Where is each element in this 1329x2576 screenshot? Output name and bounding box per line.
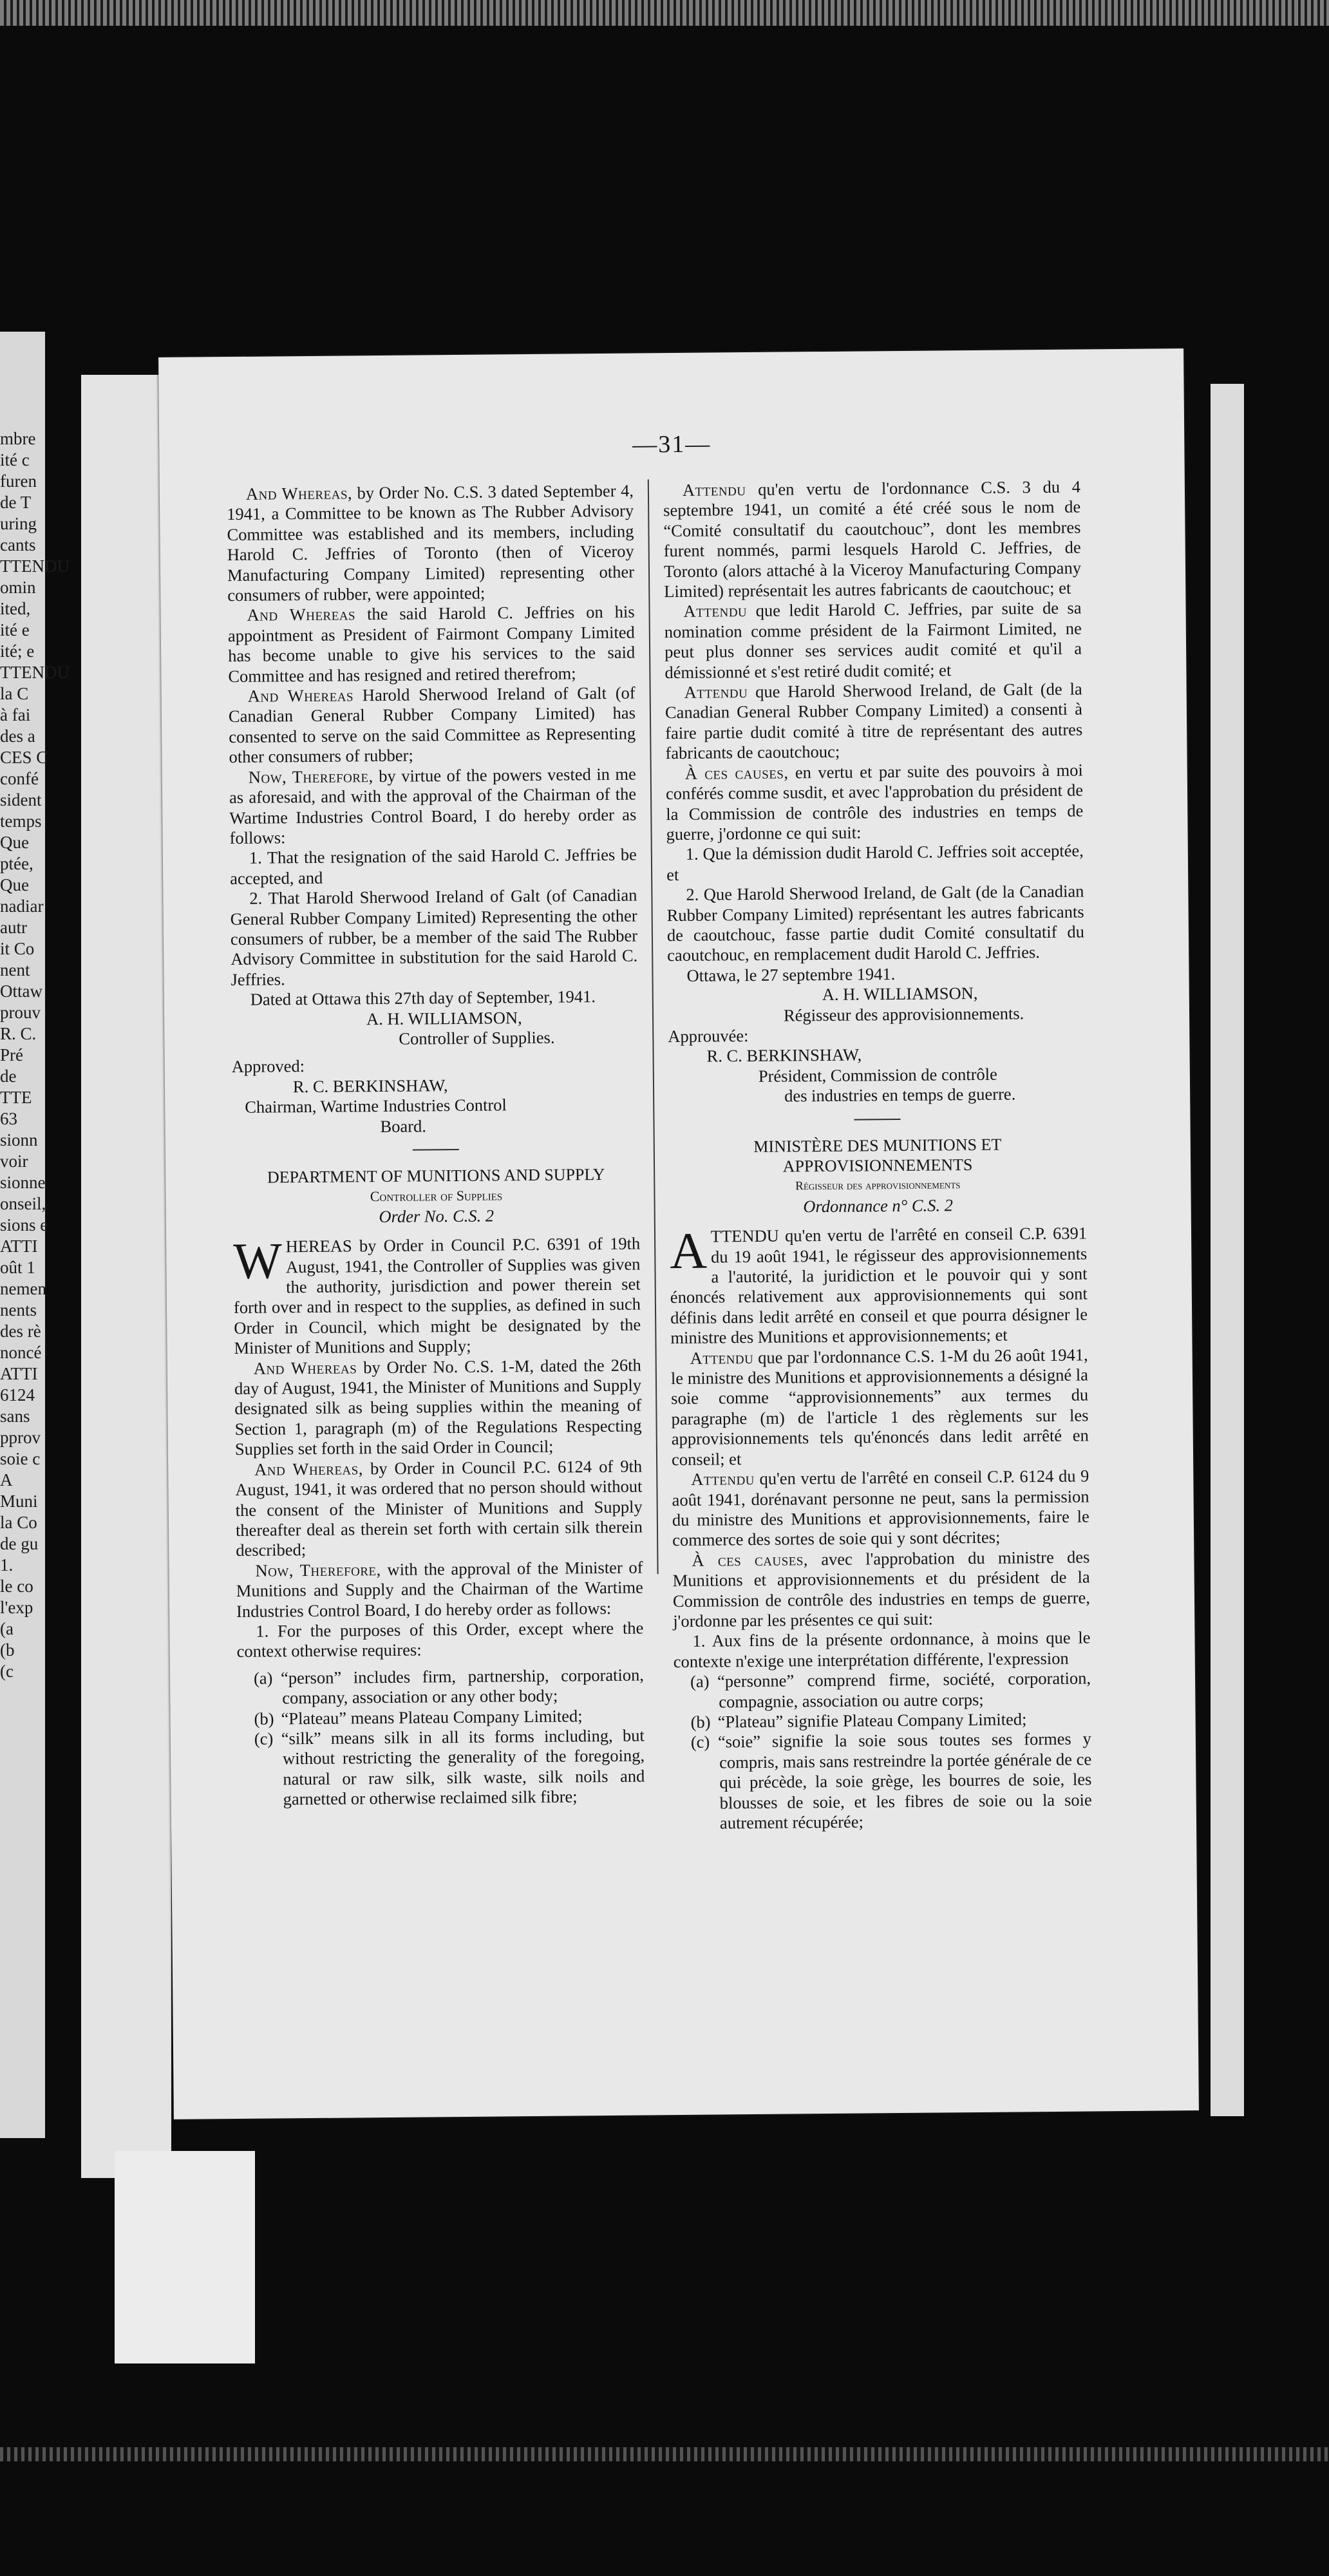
para-order-1: 1. That the resignation of the said Harold C. Jeffries be accepted, and [230, 844, 637, 888]
para-a-ces-causes-2: À ces causes, avec l'approbation du ministre des Munitions et approvisionnements et du président de la Commission de contrôle des industries en temps de guerre, j'ordonne par les présentes ce qui suit: [672, 1547, 1091, 1631]
definition-item-fr: (c) “soie” signifie la soie sous toutes ses formes y compris, mais sans restreindre la portée générale de ce qui précède, la soie grège, les bourres de soie, les blousses de soie, et les fibres de soie ou la soie autrement récupérée; [690, 1728, 1092, 1833]
film-edge-bottom [0, 2447, 1329, 2461]
prev-page-fragment-text: ité c [0, 450, 30, 469]
department-title-fr: MINISTÈRE DES MUNITIONS ET [753, 1135, 1002, 1156]
prev-page-fragment-text: des rè [0, 1321, 41, 1341]
page-number: —31— [632, 430, 712, 459]
prev-page-fragment-text: TTENDU [0, 556, 70, 576]
prev-page-fragment-text: ité; e [0, 641, 35, 661]
prev-page-fragment-text: CES C [0, 748, 48, 767]
prev-page-fragment-text: à fai [0, 705, 31, 724]
para-definitions-intro-fr: 1. Aux fins de la présente ordonnance, à moins que le contexte n'exige une interprétation différente, l'expression [673, 1627, 1091, 1671]
english-column [227, 481, 645, 1810]
para-ordre-1: 1. Que la démission dudit Harold C. Jeffries soit acceptée, et [666, 840, 1084, 884]
prev-page-fragment-text: 1. [0, 1555, 14, 1575]
prev-page-fragment-text: it Co [0, 939, 35, 958]
prev-page-fragment-text: omin [0, 578, 36, 597]
approver-name-fr: R. C. BERKINSHAW, [706, 1045, 862, 1066]
french-column [663, 477, 1092, 1834]
right-card-strip [1211, 384, 1244, 2116]
prev-page-fragment-text: nent [0, 960, 30, 980]
prev-page-fragment-text: A [0, 1470, 13, 1490]
order-number: Order No. C.S. 2 [379, 1206, 495, 1226]
prev-page-fragment-text: autr [0, 918, 27, 937]
prev-page-fragment-text: la C [0, 684, 29, 703]
prev-page-fragment-text: TTENDU [0, 663, 70, 682]
paper-slip [115, 2151, 255, 2363]
prev-page-fragment-text: ATTI [0, 1236, 38, 1256]
prev-page-fragment-text: noncé [0, 1343, 42, 1362]
para-a-ces-causes: À ces causes, en vertu et par suite des pouvoirs à moi conférés comme susdit, et avec l'approbation du président de la Commission de contrôle des industries en temps de guerre, j'ordonne ce qui suit: [665, 760, 1084, 844]
approver-title: Chairman, Wartime Industries Control [245, 1095, 507, 1117]
prev-page-fragment-text: ited, [0, 599, 31, 618]
prev-page-fragment-text: de [0, 1066, 17, 1086]
prev-page-fragment-text: onseil, [0, 1194, 46, 1213]
film-edge-top [0, 0, 1329, 26]
para-attendu-5: Attendu qu'en vertu de l'arrêté en conseil C.P. 6124 du 9 août 1941, dorénavant personne ne peut, sans la permission du ministre des Munitions et approvisionnements, faire le commerce des sortes de soie qui y sont décrites; [672, 1466, 1089, 1550]
prev-page-fragment-text: soie c [0, 1449, 41, 1468]
previous-page-fragment [0, 332, 70, 2138]
prev-page-fragment-text: (a [0, 1619, 14, 1638]
prev-page-fragment-text: nadiar [0, 896, 44, 916]
prev-page-fragment-text: nents [0, 1300, 37, 1320]
prev-page-fragment-text: sionne [0, 1173, 46, 1192]
para-and-whereas-4: And Whereas by Order No. C.S. 1-M, dated the 26th day of August, 1941, the Minister of Munitions and Supply designated silk as being supplies within the meaning of Section 1, paragraph (m) of the Regulations Respecting Supplies set forth in the said Order in Council; [234, 1355, 642, 1459]
approver-title-cont: Board. [380, 1116, 427, 1136]
dated-line: Dated at Ottawa this 27th day of September, 1941. [250, 987, 596, 1009]
signer-title: Controller of Supplies. [399, 1027, 555, 1048]
para-and-whereas-3: And Whereas Harold Sherwood Ireland of Galt (of Canadian General Rubber Company Limited) has consented to serve on the said Committee as Representing other consumers of rubber; [228, 683, 636, 767]
definition-item: (a) “person” includes firm, partnership, corporation, company, association or any other body; [253, 1665, 645, 1708]
definition-item-fr: (b) “Plateau” signifie Plateau Company Limited; [690, 1709, 1027, 1732]
prev-page-fragment-text: 63 [0, 1109, 17, 1128]
column-divider [648, 479, 659, 1574]
department-title: DEPARTMENT OF MUNITIONS AND SUPPLY [267, 1164, 605, 1187]
drop-cap-fr: A [669, 1222, 708, 1280]
para-order-2: 2. That Harold Sherwood Ireland of Galt (of Canadian General Rubber Company Limited) Representing the other consumers of rubber, be a member of the said The Rubber Advisory Committee in substitution for the said Harold C. Jeffries. [230, 885, 638, 989]
para-whereas-dropcap: WHEREAS by Order in Council P.C. 6391 of 19th August, 1941, the Controller of Supplies was given the authority, jurisdiction and power therein set forth over and in respect to the supplies, as defined in such Order in Council, which might be designated by the Minister of Munitions and Supply; [232, 1233, 641, 1358]
prev-page-fragment-text: l'exp [0, 1598, 33, 1617]
prev-page-fragment-text: Ottaw [0, 981, 42, 1001]
prev-page-fragment-text: ptée, [0, 854, 33, 873]
prev-page-fragment-text: pprov [0, 1428, 41, 1447]
definition-item-fr: (a) “personne” comprend firme, société, corporation, compagnie, association ou autre corps; [690, 1668, 1091, 1712]
prev-page-fragment-text: oût 1 [0, 1258, 35, 1277]
para-now-therefore: Now, Therefore, by virtue of the powers vested in me as aforesaid, and with the approval of the Chairman of the Wartime Industries Control Board, I do hereby order as follows: [229, 764, 637, 848]
para-attendu-1: Attendu qu'en vertu de l'ordonnance C.S. 3 du 4 septembre 1941, un comité a été créé sous le nom de “Comité consultatif du caoutchouc”, dont les membres furent nommés, parmi lesquels Harold C. Jeffries, de Toronto (alors attaché à la Viceroy Manufacturing Company Limited) représentait les autres fabricants de caoutchouc; et [663, 477, 1082, 601]
section-rule [413, 1149, 459, 1151]
definition-item: (c) “silk” means silk in all its forms including, but without restricting the generality of the foregoing, natural or raw silk, silk waste, silk noils and garnetted or otherwise reclaimed silk fibre; [254, 1725, 645, 1809]
prev-page-fragment-text: sans [0, 1406, 30, 1426]
prev-page-fragment-text: Pré [0, 1045, 23, 1065]
prev-page-fragment-text: furen [0, 471, 37, 491]
prev-page-fragment-text: confé [0, 769, 39, 788]
prev-page-fragment-text: sionn [0, 1130, 38, 1150]
prev-page-fragment-text: nemen [0, 1279, 46, 1298]
para-now-therefore-2: Now, Therefore, with the approval of the Minister of Munitions and Supply and the Chairman of the Wartime Industries Control Board, I do hereby order as follows: [236, 1557, 643, 1621]
prev-page-fragment-text: voir [0, 1151, 28, 1171]
prev-page-fragment-text: uring [0, 514, 37, 533]
prev-page-fragment-text: Muni [0, 1492, 38, 1511]
drop-cap: W [232, 1233, 283, 1291]
approved-label-fr: Approuvée: [668, 1026, 749, 1046]
section-rule-fr [854, 1119, 900, 1121]
prev-page-fragment-text: R. C. [0, 1024, 37, 1043]
para-and-whereas-5: And Whereas, by Order in Council P.C. 6124 of 9th August, 1941, it was ordered that no person should without the consent of the Minister of Munitions and Supply thereafter deal as therein set forth with certain silk therein described; [235, 1456, 643, 1560]
para-attendu-3: Attendu que Harold Sherwood Ireland, de Galt (de la Canadian General Rubber Company Limited) a consenti à faire partie dudit comité à titre de représentant des autres fabricants de caoutchouc; [664, 679, 1083, 763]
para-ordre-2: 2. Que Harold Sherwood Ireland, de Galt (de la Canadian Rubber Company Limited) représentant les autres fabricants de caoutchouc, fasse partie dudit Comité consultatif du caoutchouc, en remplacement dudit Harold C. Jeffries. [666, 881, 1085, 965]
order-number-fr: Ordonnance n° C.S. 2 [803, 1195, 954, 1217]
approver-title-fr-cont: des industries en temps de guerre. [784, 1084, 1016, 1106]
prev-page-fragment-text: mbre [0, 429, 36, 448]
para-definitions-intro: 1. For the purposes of this Order, except where the context otherwise requires: [236, 1618, 644, 1662]
left-card-strip [81, 375, 171, 2178]
department-subtitle: Controller of Supplies [370, 1187, 503, 1205]
definition-item: (b) “Plateau” means Plateau Company Limited; [254, 1705, 583, 1728]
signer-name: A. H. WILLIAMSON, [366, 1007, 522, 1028]
prev-page-fragment-text: la Co [0, 1513, 37, 1532]
prev-page-fragment-text: le co [0, 1577, 33, 1596]
prev-page-fragment-text: temps [0, 811, 42, 831]
signer-title-fr: Régisseur des approvisionnements. [783, 1003, 1024, 1025]
para-attendu-4: Attendu que par l'ordonnance C.S. 1-M du 26 août 1941, le ministre des Munitions et approvisionnements a désigné la soie comme “approvisionnements” aux termes du paragraphe (m) de l'article 1 des règlements sur les approvisionnements tels qu'énoncés dans ledit arrêté en conseil; et [670, 1345, 1089, 1469]
approver-title-fr: Président, Commission de contrôle [758, 1064, 997, 1086]
approved-label: Approved: [231, 1056, 305, 1077]
prev-page-fragment-text: prouv [0, 1003, 41, 1022]
dated-line-fr: Ottawa, le 27 septembre 1941. [686, 963, 896, 985]
prev-page-fragment-text: 6124 [0, 1385, 35, 1405]
prev-page-fragment-text: (b [0, 1640, 15, 1660]
prev-page-fragment-text: ité e [0, 620, 30, 639]
prev-page-fragment-text: Que [0, 875, 29, 895]
prev-page-fragment-text: sident [0, 790, 42, 810]
prev-page-fragment-text: de T [0, 493, 32, 512]
para-and-whereas-2: And Whereas the said Harold C. Jeffries on his appointment as President of Fairmont Company Limited has become unable to give his services to the said Committee and has resigned and retired therefrom; [227, 601, 636, 686]
document-page [158, 348, 1199, 2119]
department-title-fr-cont: APPROVISIONNEMENTS [782, 1155, 973, 1176]
para-attendu-dropcap: ATTENDU qu'en vertu de l'arrêté en conseil C.P. 6391 du 19 août 1941, le régisseur des approvisionnements a l'autorité, la juridiction et le pouvoir qui y sont énoncés relativement aux approvisionnements qui sont définis dans ledit arrêté en conseil et que pourra désigner le ministre des Munitions et approvisionnements; et [669, 1222, 1088, 1348]
prev-page-fragment-text: de gu [0, 1534, 39, 1553]
prev-page-fragment-text: sions e [0, 1215, 48, 1235]
prev-page-fragment-text: des a [0, 726, 35, 746]
prev-page-fragment-text: cants [0, 535, 36, 554]
para-and-whereas-1: And Whereas, by Order No. C.S. 3 dated September 4, 1941, a Committee to be known as The Rubber Advisory Committee was established and its members, including Harold C. Jeffries of Toronto (then of Viceroy Manufacturing Company Limited) representing other consumers of rubber, were appointed; [227, 480, 635, 605]
prev-page-fragment-text: TTE [0, 1088, 32, 1107]
prev-page-fragment-text: Que [0, 833, 29, 852]
approver-name: R. C. BERKINSHAW, [292, 1075, 448, 1096]
prev-page-fragment-text: (c [0, 1662, 14, 1681]
para-attendu-2: Attendu que ledit Harold C. Jeffries, par suite de sa nomination comme président de la Fairmont Limited, ne peut plus donner ses services audit comité et qu'il a démissionné et s'est retiré dudit comité; et [664, 598, 1082, 682]
prev-page-fragment-text: ATTI [0, 1364, 38, 1383]
department-subtitle-fr: Régisseur des approvisionnements [795, 1178, 961, 1193]
signer-name-fr: A. H. WILLIAMSON, [822, 983, 978, 1005]
